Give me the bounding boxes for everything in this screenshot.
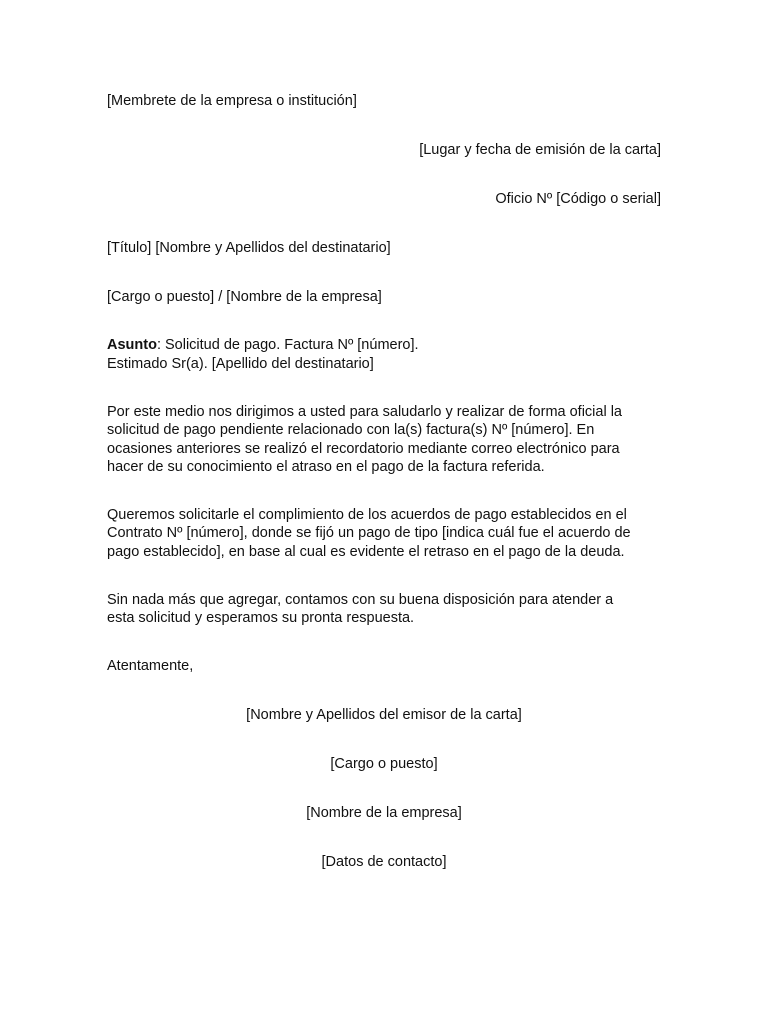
subject-label: Asunto (107, 337, 157, 353)
sender-name: [Nombre y Apellidos del emisor de la carta] (246, 707, 522, 723)
recipient-position: [Cargo o puesto] / [Nombre de la empresa] (107, 289, 382, 305)
paragraph-2-line: Queremos solicitarle el complimiento de los acuerdos de pago establecidos en el (107, 507, 627, 523)
sender-position: [Cargo o puesto] (330, 756, 438, 772)
letterhead: [Membrete de la empresa o institución] (107, 93, 357, 109)
sender-contact: [Datos de contacto] (321, 854, 447, 870)
paragraph-1-line: Por este medio nos dirigimos a usted para saludarlo y realizar de forma oficial la (107, 404, 622, 420)
closing: Atentamente, (107, 658, 194, 674)
paragraph-3 (107, 591, 667, 628)
paragraph-3-line: Sin nada más que agregar, contamos con su buena disposición para atender a (107, 592, 614, 608)
paragraph-2-line: Contrato Nº [número], donde se fijó un pago de tipo [indica cuál fue el acuerdo de (107, 525, 631, 542)
subject-line (107, 336, 419, 354)
greeting: Estimado Sr(a). [Apellido del destinatario] (107, 356, 374, 372)
place-date: [Lugar y fecha de emisión de la carta] (419, 142, 661, 158)
subject-text: : Solicitud de pago. Factura Nº [número]. (156, 337, 419, 353)
paragraph-1 (107, 403, 667, 477)
recipient-name: [Título] [Nombre y Apellidos del destinatario] (107, 240, 391, 256)
paragraph-3-line: esta solicitud y esperamos su pronta respuesta. (107, 610, 415, 627)
paragraph-2-line: pago establecido], en base al cual es evidente el retraso en el pago de la deuda. (107, 543, 625, 560)
paragraph-1-line: ocasiones anteriores se realizó el recordatorio mediante correo electrónico para (107, 440, 620, 457)
sender-company: [Nombre de la empresa] (306, 805, 462, 821)
paragraph-1-line: hacer de su conocimiento el atraso en el pago de la factura referida. (107, 459, 545, 476)
paragraph-1-line: solicitud de pago pendiente relacionado con la(s) factura(s) Nº [número]. En (107, 422, 595, 439)
paragraph-2 (107, 506, 667, 561)
reference-number: Oficio Nº [Código o serial] (495, 191, 661, 207)
